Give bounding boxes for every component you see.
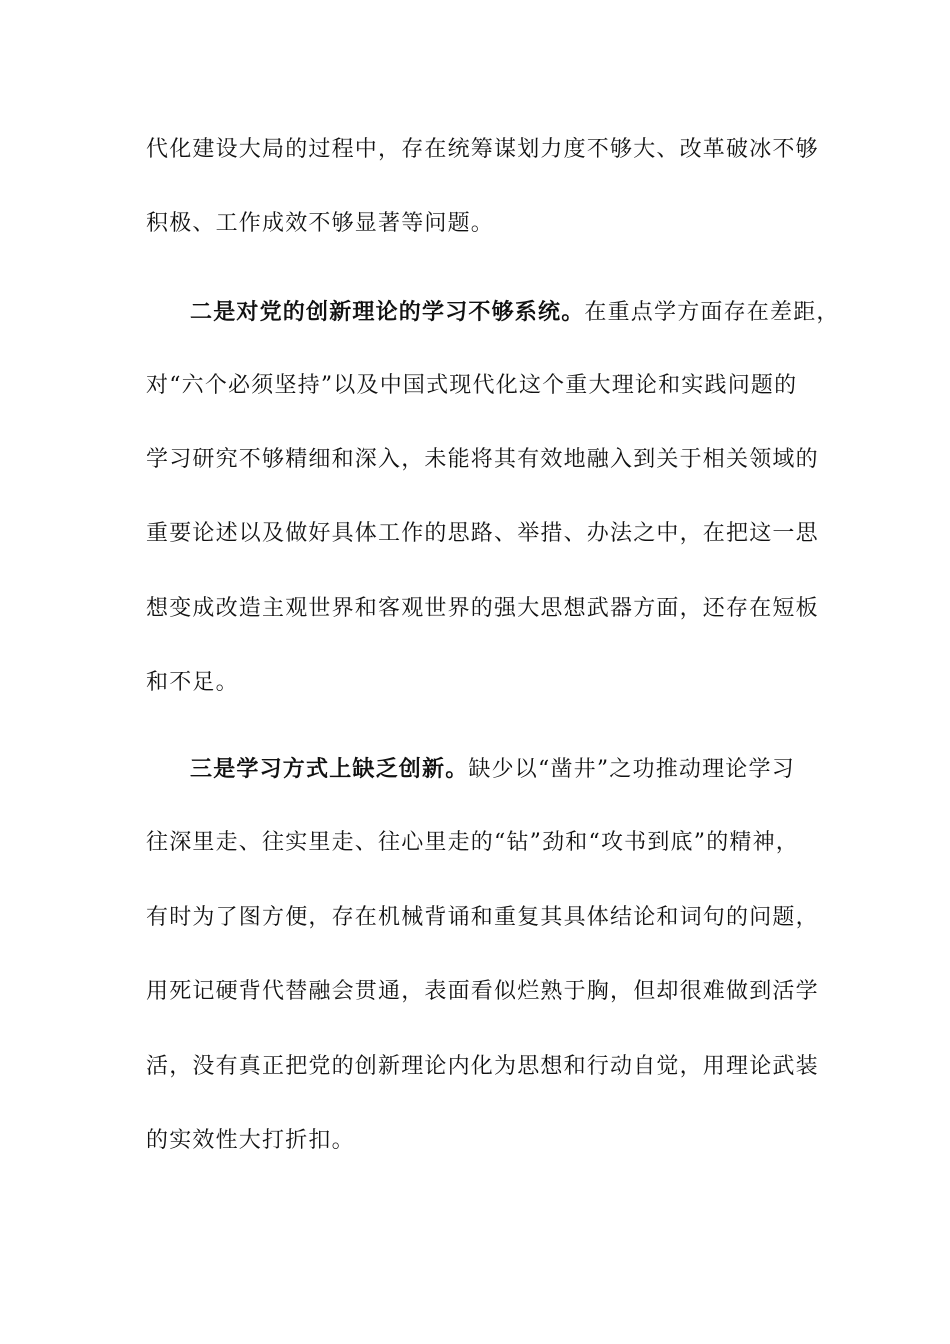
paragraph-2-line-6: 和不足。 xyxy=(146,670,239,695)
paragraph-2-first-line-text: 在重点学方面存在差距， xyxy=(584,300,840,325)
paragraph-2-first-line xyxy=(190,292,870,332)
paragraph-3-first-line-text: 缺少以“凿井”之功推动理论学习 xyxy=(468,757,795,782)
paragraph-2-line-5: 想变成改造主观世界和客观世界的强大思想武器方面，还存在短板 xyxy=(146,596,819,621)
paragraph-2-heading: 二是对党的创新理论的学习不够系统。 xyxy=(190,299,585,325)
paragraph-3-heading: 三是学习方式上缺乏创新。 xyxy=(190,756,469,782)
paragraph-3-line-2: 往深里走、往实里走、往心里走的“钻”劲和“攻书到底”的精神， xyxy=(146,830,799,855)
paragraph-1-line-1: 代化建设大局的过程中，存在统筹谋划力度不够大、改革破冰不够 xyxy=(146,137,819,162)
paragraph-3-line-3: 有时为了图方便，存在机械背诵和重复其具体结论和词句的问题， xyxy=(146,905,819,930)
paragraph-3-first-line xyxy=(190,749,870,789)
paragraph-3-line-6: 的实效性大打折扣。 xyxy=(146,1128,355,1153)
paragraph-3-line-4: 用死记硬背代替融会贯通，表面看似烂熟于胸，但却很难做到活学 xyxy=(146,979,819,1004)
paragraph-2-line-4: 重要论述以及做好具体工作的思路、举措、办法之中，在把这一思 xyxy=(146,521,819,546)
paragraph-1-line-2: 积极、工作成效不够显著等问题。 xyxy=(146,211,495,236)
paragraph-2-line-2: 对“六个必须坚持”以及中国式现代化这个重大理论和实践问题的 xyxy=(146,373,798,398)
paragraph-3-line-5: 活，没有真正把党的创新理论内化为思想和行动自觉，用理论武装 xyxy=(146,1054,819,1079)
paragraph-2-line-3: 学习研究不够精细和深入，未能将其有效地融入到关于相关领域的 xyxy=(146,447,819,472)
